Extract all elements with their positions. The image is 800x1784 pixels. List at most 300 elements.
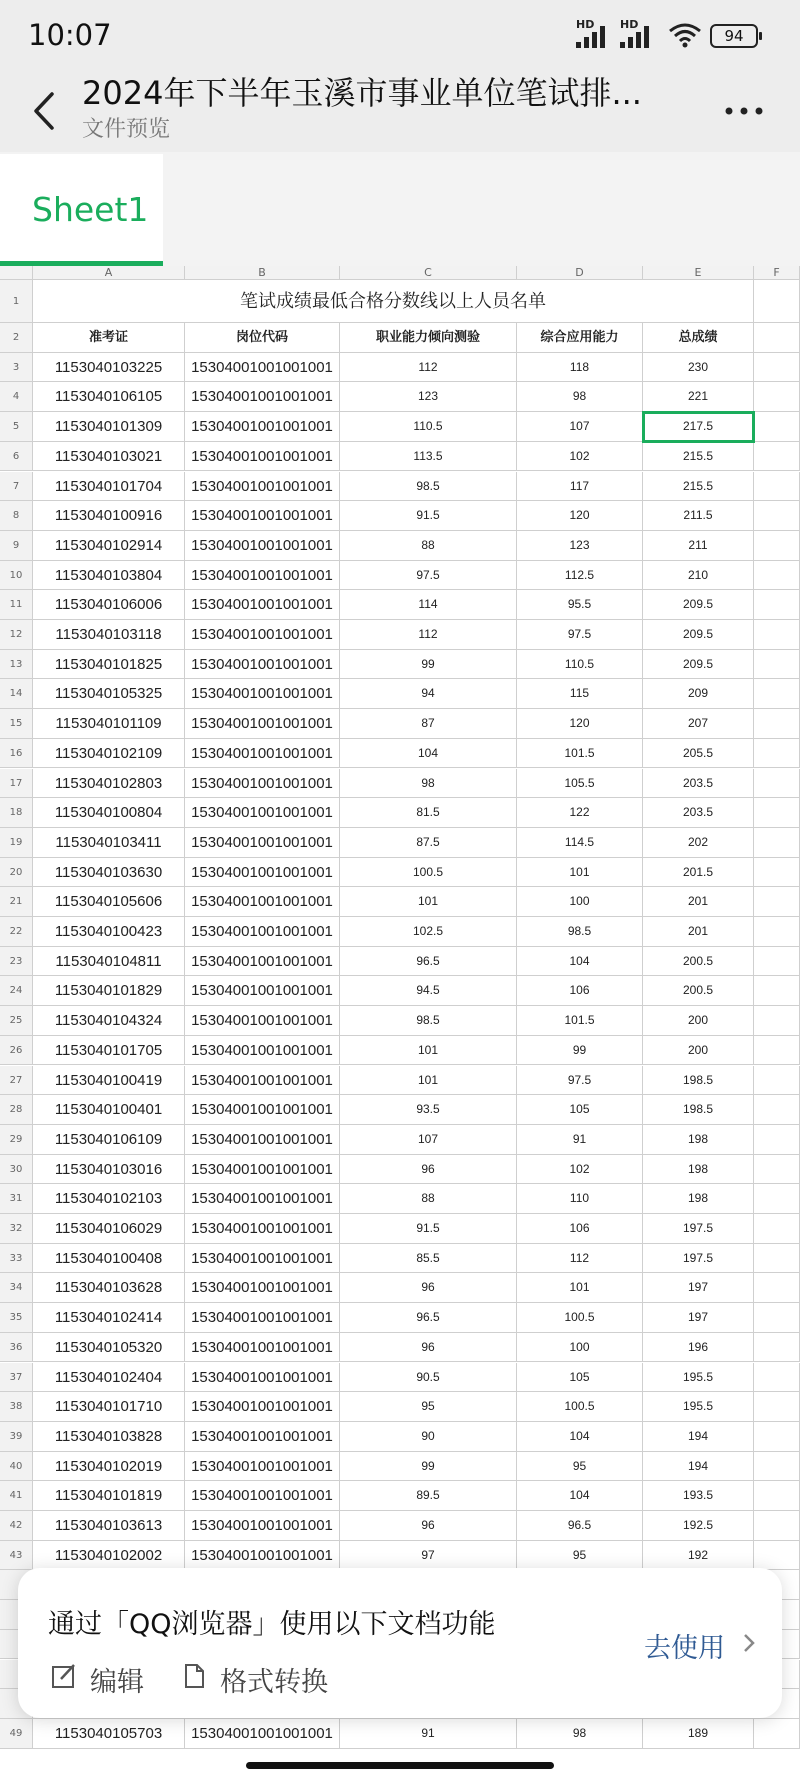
table-cell[interactable]: 97.5 <box>517 620 643 650</box>
table-cell[interactable]: 1153040103016 <box>33 1155 185 1185</box>
table-cell[interactable]: 1153040106006 <box>33 590 185 620</box>
sheet-cell[interactable] <box>754 709 800 739</box>
table-cell[interactable]: 100.5 <box>517 1392 643 1422</box>
column-header-b[interactable]: B <box>185 266 340 280</box>
table-cell[interactable]: 99 <box>340 1452 517 1482</box>
table-cell[interactable]: 91 <box>340 1719 517 1749</box>
row-header[interactable]: 14 <box>0 679 33 709</box>
sheet-cell[interactable] <box>754 1244 800 1274</box>
row-header[interactable]: 33 <box>0 1244 33 1274</box>
table-cell[interactable]: 196 <box>643 1333 754 1363</box>
table-cell[interactable]: 198.5 <box>643 1095 754 1125</box>
sheet-cell[interactable] <box>754 531 800 561</box>
table-cell[interactable]: 15304001001001001 <box>185 1036 340 1066</box>
table-cell[interactable]: 1153040106109 <box>33 1125 185 1155</box>
sheet-cell[interactable] <box>754 1481 800 1511</box>
table-cell[interactable]: 105.5 <box>517 769 643 799</box>
go-use-button[interactable] <box>644 1626 725 1665</box>
table-cell[interactable]: 104 <box>517 1481 643 1511</box>
table-cell[interactable]: 15304001001001001 <box>185 1511 340 1541</box>
table-cell[interactable]: 1153040100419 <box>33 1066 185 1096</box>
table-cell[interactable]: 1153040103411 <box>33 828 185 858</box>
table-cell[interactable]: 15304001001001001 <box>185 1392 340 1422</box>
table-cell[interactable]: 91.5 <box>340 1214 517 1244</box>
back-icon[interactable] <box>26 86 66 136</box>
table-cell[interactable]: 101 <box>517 1273 643 1303</box>
table-cell[interactable]: 15304001001001001 <box>185 1006 340 1036</box>
table-cell[interactable]: 1153040101710 <box>33 1392 185 1422</box>
sheet-cell[interactable] <box>754 1541 800 1571</box>
row-header[interactable]: 37 <box>0 1363 33 1393</box>
row-header[interactable]: 17 <box>0 769 33 799</box>
table-cell[interactable]: 122 <box>517 798 643 828</box>
table-cell[interactable]: 112.5 <box>517 561 643 591</box>
sheet-cell[interactable] <box>754 442 800 472</box>
table-cell[interactable]: 15304001001001001 <box>185 679 340 709</box>
table-cell[interactable]: 93.5 <box>340 1095 517 1125</box>
table-cell[interactable]: 100.5 <box>517 1303 643 1333</box>
column-header-e[interactable]: E <box>643 266 754 280</box>
row-header[interactable]: 39 <box>0 1422 33 1452</box>
table-cell[interactable]: 117 <box>517 472 643 502</box>
sheet-cell[interactable] <box>754 828 800 858</box>
table-cell[interactable]: 15304001001001001 <box>185 412 340 442</box>
table-cell[interactable]: 115 <box>517 679 643 709</box>
table-cell[interactable]: 15304001001001001 <box>185 1273 340 1303</box>
table-cell[interactable]: 102 <box>517 442 643 472</box>
table-cell[interactable]: 15304001001001001 <box>185 1363 340 1393</box>
table-cell[interactable]: 197.5 <box>643 1244 754 1274</box>
table-cell[interactable]: 1153040104324 <box>33 1006 185 1036</box>
table-cell[interactable]: 1153040106029 <box>33 1214 185 1244</box>
row-header[interactable]: 22 <box>0 917 33 947</box>
table-cell[interactable]: 217.5 <box>643 412 754 442</box>
table-cell[interactable]: 105 <box>517 1095 643 1125</box>
table-cell[interactable]: 101.5 <box>517 1006 643 1036</box>
table-cell[interactable]: 198.5 <box>643 1066 754 1096</box>
table-cell[interactable]: 123 <box>517 531 643 561</box>
table-cell[interactable]: 95 <box>517 1541 643 1571</box>
row-header[interactable]: 23 <box>0 947 33 977</box>
sheet-cell[interactable] <box>754 976 800 1006</box>
table-cell[interactable]: 15304001001001001 <box>185 650 340 680</box>
table-cell[interactable]: 106 <box>517 976 643 1006</box>
table-cell[interactable]: 96 <box>340 1511 517 1541</box>
row-header[interactable]: 41 <box>0 1481 33 1511</box>
table-cell[interactable]: 102.5 <box>340 917 517 947</box>
table-cell[interactable]: 1153040102914 <box>33 531 185 561</box>
table-cell[interactable]: 15304001001001001 <box>185 501 340 531</box>
table-cell[interactable]: 193.5 <box>643 1481 754 1511</box>
sheet-cell[interactable] <box>754 1125 800 1155</box>
sheet-cell[interactable] <box>754 1095 800 1125</box>
table-cell[interactable]: 1153040101109 <box>33 709 185 739</box>
column-header-d[interactable]: D <box>517 266 643 280</box>
table-cell[interactable]: 15304001001001001 <box>185 1214 340 1244</box>
row-header[interactable]: 15 <box>0 709 33 739</box>
table-cell[interactable]: 114.5 <box>517 828 643 858</box>
table-cell[interactable]: 104 <box>340 739 517 769</box>
table-cell[interactable]: 1153040102404 <box>33 1363 185 1393</box>
table-cell[interactable]: 209.5 <box>643 620 754 650</box>
column-title-cell[interactable]: 综合应用能力 <box>517 323 643 353</box>
sheet-cell[interactable] <box>754 590 800 620</box>
table-cell[interactable]: 96 <box>340 1155 517 1185</box>
table-cell[interactable]: 96.5 <box>517 1511 643 1541</box>
sheet-cell[interactable] <box>754 1363 800 1393</box>
table-cell[interactable]: 1153040105325 <box>33 679 185 709</box>
sheet-cell[interactable] <box>754 1333 800 1363</box>
table-cell[interactable]: 205.5 <box>643 739 754 769</box>
tab-sheet1[interactable] <box>0 154 163 266</box>
table-cell[interactable]: 1153040101704 <box>33 472 185 502</box>
table-cell[interactable]: 112 <box>517 1244 643 1274</box>
table-cell[interactable]: 201 <box>643 917 754 947</box>
table-cell[interactable]: 1153040103628 <box>33 1273 185 1303</box>
spreadsheet-grid[interactable] <box>0 266 800 1784</box>
table-cell[interactable]: 98 <box>517 1719 643 1749</box>
table-cell[interactable]: 15304001001001001 <box>185 1422 340 1452</box>
table-cell[interactable]: 1153040103021 <box>33 442 185 472</box>
table-cell[interactable]: 1153040101309 <box>33 412 185 442</box>
column-title-cell[interactable]: 准考证 <box>33 323 185 353</box>
table-cell[interactable]: 209.5 <box>643 650 754 680</box>
table-cell[interactable]: 15304001001001001 <box>185 709 340 739</box>
table-cell[interactable]: 100.5 <box>340 858 517 888</box>
table-cell[interactable]: 15304001001001001 <box>185 887 340 917</box>
table-cell[interactable]: 81.5 <box>340 798 517 828</box>
sheet-cell[interactable] <box>754 1036 800 1066</box>
table-cell[interactable]: 1153040102803 <box>33 769 185 799</box>
row-header[interactable]: 34 <box>0 1273 33 1303</box>
table-cell[interactable]: 230 <box>643 353 754 383</box>
table-cell[interactable]: 91.5 <box>340 501 517 531</box>
table-cell[interactable]: 104 <box>517 947 643 977</box>
row-header[interactable]: 36 <box>0 1333 33 1363</box>
row-header[interactable]: 35 <box>0 1303 33 1333</box>
table-cell[interactable]: 211.5 <box>643 501 754 531</box>
sheet-cell[interactable] <box>754 1719 800 1749</box>
table-cell[interactable]: 89.5 <box>340 1481 517 1511</box>
table-cell[interactable]: 15304001001001001 <box>185 798 340 828</box>
table-cell[interactable]: 195.5 <box>643 1392 754 1422</box>
table-cell[interactable]: 96 <box>340 1333 517 1363</box>
table-cell[interactable]: 95.5 <box>517 590 643 620</box>
sheet-cell[interactable] <box>754 1452 800 1482</box>
table-cell[interactable]: 15304001001001001 <box>185 1541 340 1571</box>
column-title-cell[interactable]: 职业能力倾向测验 <box>340 323 517 353</box>
sheet-cell[interactable] <box>754 1392 800 1422</box>
table-cell[interactable]: 194 <box>643 1422 754 1452</box>
sheet-cell[interactable] <box>754 1006 800 1036</box>
table-cell[interactable]: 97.5 <box>340 561 517 591</box>
table-cell[interactable]: 15304001001001001 <box>185 442 340 472</box>
table-cell[interactable]: 101 <box>340 887 517 917</box>
row-header[interactable]: 7 <box>0 472 33 502</box>
table-cell[interactable]: 1153040102002 <box>33 1541 185 1571</box>
table-cell[interactable]: 15304001001001001 <box>185 1244 340 1274</box>
table-cell[interactable]: 1153040105606 <box>33 887 185 917</box>
table-cell[interactable]: 114 <box>340 590 517 620</box>
table-cell[interactable]: 197 <box>643 1303 754 1333</box>
table-cell[interactable]: 1153040100804 <box>33 798 185 828</box>
table-cell[interactable]: 198 <box>643 1155 754 1185</box>
table-cell[interactable]: 1153040102103 <box>33 1184 185 1214</box>
table-cell[interactable]: 96.5 <box>340 1303 517 1333</box>
sheet-cell[interactable] <box>754 1511 800 1541</box>
row-header[interactable]: 8 <box>0 501 33 531</box>
sheet-cell[interactable] <box>754 472 800 502</box>
row-header[interactable]: 30 <box>0 1155 33 1185</box>
table-cell[interactable]: 15304001001001001 <box>185 947 340 977</box>
table-cell[interactable]: 1153040101819 <box>33 1481 185 1511</box>
sheet-cell[interactable] <box>754 887 800 917</box>
sheet-cell[interactable] <box>754 412 800 442</box>
table-cell[interactable]: 99 <box>340 650 517 680</box>
table-cell[interactable]: 110 <box>517 1184 643 1214</box>
sheet-cell[interactable] <box>754 620 800 650</box>
row-header[interactable]: 4 <box>0 382 33 412</box>
table-cell[interactable]: 98.5 <box>340 1006 517 1036</box>
row-header[interactable]: 10 <box>0 561 33 591</box>
row-header[interactable]: 28 <box>0 1095 33 1125</box>
table-cell[interactable]: 203.5 <box>643 769 754 799</box>
table-cell[interactable]: 123 <box>340 382 517 412</box>
row-header[interactable]: 38 <box>0 1392 33 1422</box>
table-cell[interactable]: 15304001001001001 <box>185 620 340 650</box>
table-cell[interactable]: 1153040105320 <box>33 1333 185 1363</box>
table-cell[interactable]: 198 <box>643 1184 754 1214</box>
table-cell[interactable]: 15304001001001001 <box>185 382 340 412</box>
table-cell[interactable]: 197 <box>643 1273 754 1303</box>
row-header[interactable]: 42 <box>0 1511 33 1541</box>
table-cell[interactable]: 1153040101825 <box>33 650 185 680</box>
table-cell[interactable]: 192 <box>643 1541 754 1571</box>
table-cell[interactable]: 15304001001001001 <box>185 1095 340 1125</box>
row-header[interactable]: 32 <box>0 1214 33 1244</box>
column-header-a[interactable]: A <box>33 266 185 280</box>
table-cell[interactable]: 1153040103118 <box>33 620 185 650</box>
sheet-cell[interactable] <box>754 1066 800 1096</box>
sheet-title-cell[interactable]: 笔试成绩最低合格分数线以上人员名单 <box>33 280 754 323</box>
row-header[interactable]: 26 <box>0 1036 33 1066</box>
table-cell[interactable]: 85.5 <box>340 1244 517 1274</box>
table-cell[interactable]: 101 <box>340 1036 517 1066</box>
table-cell[interactable]: 1153040102019 <box>33 1452 185 1482</box>
table-cell[interactable]: 15304001001001001 <box>185 1125 340 1155</box>
table-cell[interactable]: 98.5 <box>517 917 643 947</box>
table-cell[interactable]: 112 <box>340 620 517 650</box>
sheet-cell[interactable] <box>754 323 800 353</box>
table-cell[interactable]: 15304001001001001 <box>185 590 340 620</box>
table-cell[interactable]: 207 <box>643 709 754 739</box>
row-header[interactable]: 29 <box>0 1125 33 1155</box>
table-cell[interactable]: 1153040100423 <box>33 917 185 947</box>
table-cell[interactable]: 201.5 <box>643 858 754 888</box>
row-header[interactable]: 1 <box>0 280 33 323</box>
table-cell[interactable]: 201 <box>643 887 754 917</box>
table-cell[interactable]: 1153040105703 <box>33 1719 185 1749</box>
sheet-cell[interactable] <box>754 798 800 828</box>
row-header[interactable]: 18 <box>0 798 33 828</box>
table-cell[interactable]: 202 <box>643 828 754 858</box>
table-cell[interactable]: 91 <box>517 1125 643 1155</box>
sheet-cell[interactable] <box>754 1273 800 1303</box>
table-cell[interactable]: 106 <box>517 1214 643 1244</box>
table-cell[interactable]: 15304001001001001 <box>185 769 340 799</box>
table-cell[interactable]: 107 <box>340 1125 517 1155</box>
sheet-cell[interactable] <box>754 1184 800 1214</box>
table-cell[interactable]: 1153040100408 <box>33 1244 185 1274</box>
sheet-cell[interactable] <box>754 769 800 799</box>
row-header[interactable]: 31 <box>0 1184 33 1214</box>
table-cell[interactable]: 112 <box>340 353 517 383</box>
table-cell[interactable]: 197.5 <box>643 1214 754 1244</box>
row-header[interactable]: 16 <box>0 739 33 769</box>
table-cell[interactable]: 209 <box>643 679 754 709</box>
table-cell[interactable]: 15304001001001001 <box>185 1481 340 1511</box>
sheet-cell[interactable] <box>754 280 800 323</box>
table-cell[interactable]: 98 <box>340 769 517 799</box>
table-cell[interactable]: 107 <box>517 412 643 442</box>
sheet-cell[interactable] <box>754 561 800 591</box>
table-cell[interactable]: 15304001001001001 <box>185 739 340 769</box>
table-cell[interactable]: 87.5 <box>340 828 517 858</box>
table-cell[interactable]: 1153040106105 <box>33 382 185 412</box>
table-cell[interactable]: 1153040101829 <box>33 976 185 1006</box>
table-cell[interactable]: 192.5 <box>643 1511 754 1541</box>
home-indicator[interactable] <box>246 1762 554 1769</box>
table-cell[interactable]: 203.5 <box>643 798 754 828</box>
column-title-cell[interactable]: 岗位代码 <box>185 323 340 353</box>
table-cell[interactable]: 98 <box>517 382 643 412</box>
table-cell[interactable]: 1153040102414 <box>33 1303 185 1333</box>
row-header[interactable]: 13 <box>0 650 33 680</box>
table-cell[interactable]: 198 <box>643 1125 754 1155</box>
sheet-cell[interactable] <box>754 353 800 383</box>
table-cell[interactable]: 15304001001001001 <box>185 472 340 502</box>
table-cell[interactable]: 200.5 <box>643 947 754 977</box>
table-cell[interactable]: 88 <box>340 1184 517 1214</box>
table-cell[interactable]: 1153040102109 <box>33 739 185 769</box>
table-cell[interactable]: 102 <box>517 1155 643 1185</box>
sheet-cell[interactable] <box>754 947 800 977</box>
row-header[interactable]: 6 <box>0 442 33 472</box>
table-cell[interactable]: 15304001001001001 <box>185 1303 340 1333</box>
table-cell[interactable]: 15304001001001001 <box>185 531 340 561</box>
table-cell[interactable]: 15304001001001001 <box>185 1184 340 1214</box>
table-cell[interactable]: 96.5 <box>340 947 517 977</box>
table-cell[interactable]: 118 <box>517 353 643 383</box>
table-cell[interactable]: 209.5 <box>643 590 754 620</box>
table-cell[interactable]: 95 <box>517 1452 643 1482</box>
row-header[interactable]: 2 <box>0 323 33 353</box>
table-cell[interactable]: 15304001001001001 <box>185 1066 340 1096</box>
row-header[interactable]: 3 <box>0 353 33 383</box>
table-cell[interactable]: 210 <box>643 561 754 591</box>
row-header[interactable]: 19 <box>0 828 33 858</box>
column-header-f[interactable]: F <box>754 266 800 280</box>
table-cell[interactable]: 15304001001001001 <box>185 1333 340 1363</box>
row-header[interactable]: 12 <box>0 620 33 650</box>
table-cell[interactable]: 97.5 <box>517 1066 643 1096</box>
table-cell[interactable]: 90 <box>340 1422 517 1452</box>
table-cell[interactable]: 87 <box>340 709 517 739</box>
table-cell[interactable]: 195.5 <box>643 1363 754 1393</box>
table-cell[interactable]: 200 <box>643 1036 754 1066</box>
row-header[interactable]: 11 <box>0 590 33 620</box>
table-cell[interactable]: 98.5 <box>340 472 517 502</box>
sheet-cell[interactable] <box>754 650 800 680</box>
sheet-cell[interactable] <box>754 917 800 947</box>
more-options-icon[interactable] <box>722 96 766 126</box>
table-cell[interactable]: 15304001001001001 <box>185 561 340 591</box>
row-header[interactable]: 5 <box>0 412 33 442</box>
table-cell[interactable]: 101.5 <box>517 739 643 769</box>
table-cell[interactable]: 99 <box>517 1036 643 1066</box>
table-cell[interactable]: 15304001001001001 <box>185 858 340 888</box>
row-header[interactable]: 24 <box>0 976 33 1006</box>
table-cell[interactable]: 1153040103225 <box>33 353 185 383</box>
table-cell[interactable]: 1153040103630 <box>33 858 185 888</box>
table-cell[interactable]: 215.5 <box>643 472 754 502</box>
row-header[interactable]: 9 <box>0 531 33 561</box>
table-cell[interactable]: 94 <box>340 679 517 709</box>
table-cell[interactable]: 221 <box>643 382 754 412</box>
table-cell[interactable]: 15304001001001001 <box>185 1155 340 1185</box>
sheet-cell[interactable] <box>754 1214 800 1244</box>
table-cell[interactable]: 1153040100401 <box>33 1095 185 1125</box>
table-cell[interactable]: 100 <box>517 887 643 917</box>
column-title-cell[interactable]: 总成绩 <box>643 323 754 353</box>
table-cell[interactable]: 120 <box>517 501 643 531</box>
table-cell[interactable]: 15304001001001001 <box>185 828 340 858</box>
table-cell[interactable]: 200.5 <box>643 976 754 1006</box>
table-cell[interactable]: 95 <box>340 1392 517 1422</box>
row-header[interactable]: 27 <box>0 1066 33 1096</box>
table-cell[interactable]: 15304001001001001 <box>185 976 340 1006</box>
table-cell[interactable]: 90.5 <box>340 1363 517 1393</box>
row-header[interactable]: 49 <box>0 1719 33 1749</box>
sheet-cell[interactable] <box>754 679 800 709</box>
table-cell[interactable]: 194 <box>643 1452 754 1482</box>
table-cell[interactable]: 94.5 <box>340 976 517 1006</box>
table-cell[interactable]: 105 <box>517 1363 643 1393</box>
table-cell[interactable]: 15304001001001001 <box>185 353 340 383</box>
sheet-cell[interactable] <box>754 1422 800 1452</box>
table-cell[interactable]: 110.5 <box>517 650 643 680</box>
table-cell[interactable]: 96 <box>340 1273 517 1303</box>
table-cell[interactable]: 1153040103613 <box>33 1511 185 1541</box>
table-cell[interactable]: 113.5 <box>340 442 517 472</box>
sheet-cell[interactable] <box>754 382 800 412</box>
sheet-cell[interactable] <box>754 858 800 888</box>
table-cell[interactable]: 15304001001001001 <box>185 1719 340 1749</box>
table-cell[interactable]: 189 <box>643 1719 754 1749</box>
table-cell[interactable]: 1153040104811 <box>33 947 185 977</box>
table-cell[interactable]: 100 <box>517 1333 643 1363</box>
table-cell[interactable]: 110.5 <box>340 412 517 442</box>
table-cell[interactable]: 15304001001001001 <box>185 1452 340 1482</box>
column-header-c[interactable]: C <box>340 266 517 280</box>
sheet-cell[interactable] <box>754 1303 800 1333</box>
table-cell[interactable]: 1153040103804 <box>33 561 185 591</box>
table-cell[interactable]: 200 <box>643 1006 754 1036</box>
table-cell[interactable]: 1153040103828 <box>33 1422 185 1452</box>
sheet-cell[interactable] <box>754 501 800 531</box>
row-header[interactable]: 21 <box>0 887 33 917</box>
table-cell[interactable]: 101 <box>340 1066 517 1096</box>
